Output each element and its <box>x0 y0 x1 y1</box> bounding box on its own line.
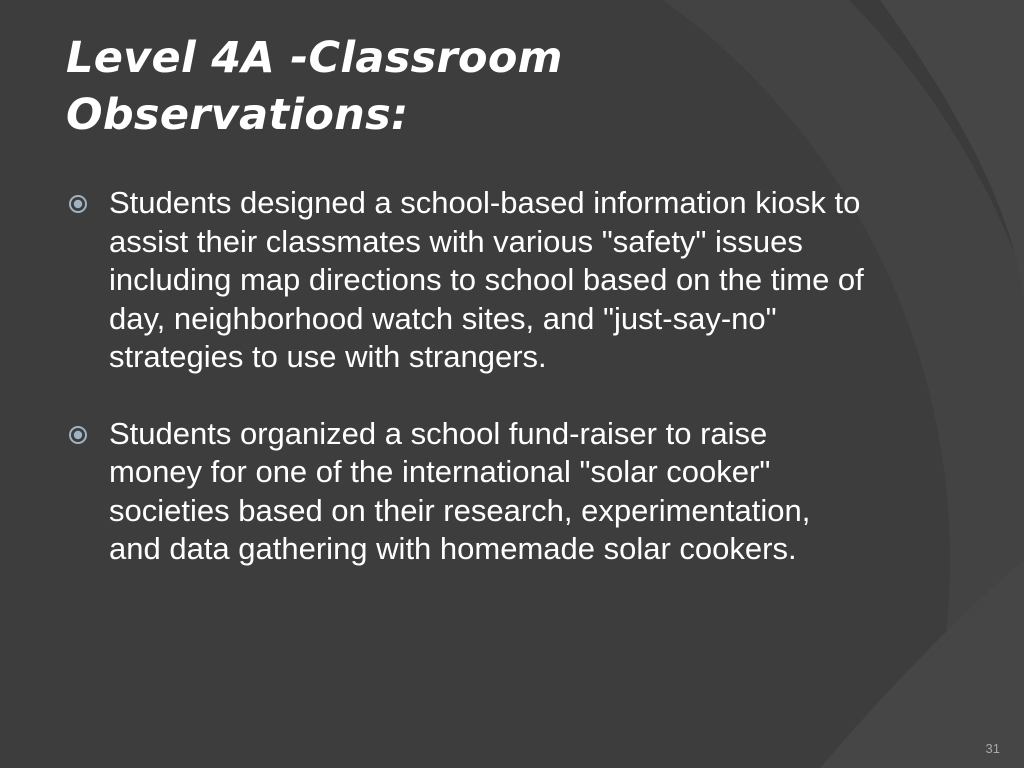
bullet-list <box>66 184 866 607</box>
bullet-item <box>66 184 866 377</box>
bullet-item <box>66 415 866 569</box>
bullet-text: Students designed a school-based information kiosk to assist their classmates with various "safety" issues including map directions to school based on the time of day, neighborhood watch sites, and "just-say-no" strategies to use with strangers. <box>109 185 864 374</box>
slide-title-line-1: Level 4A -Classroom <box>66 33 563 83</box>
slide-title-line-2: Observations: <box>66 90 409 140</box>
slide-title <box>66 30 966 144</box>
target-bullet-icon <box>68 194 88 214</box>
target-bullet-icon <box>68 425 88 445</box>
bullet-text: Students organized a school fund-raiser to raise money for one of the international "solar cooker" societies based on their research, experimentation, and data gathering with homemade solar cookers. <box>109 415 811 566</box>
page-number: 31 <box>985 741 1000 756</box>
